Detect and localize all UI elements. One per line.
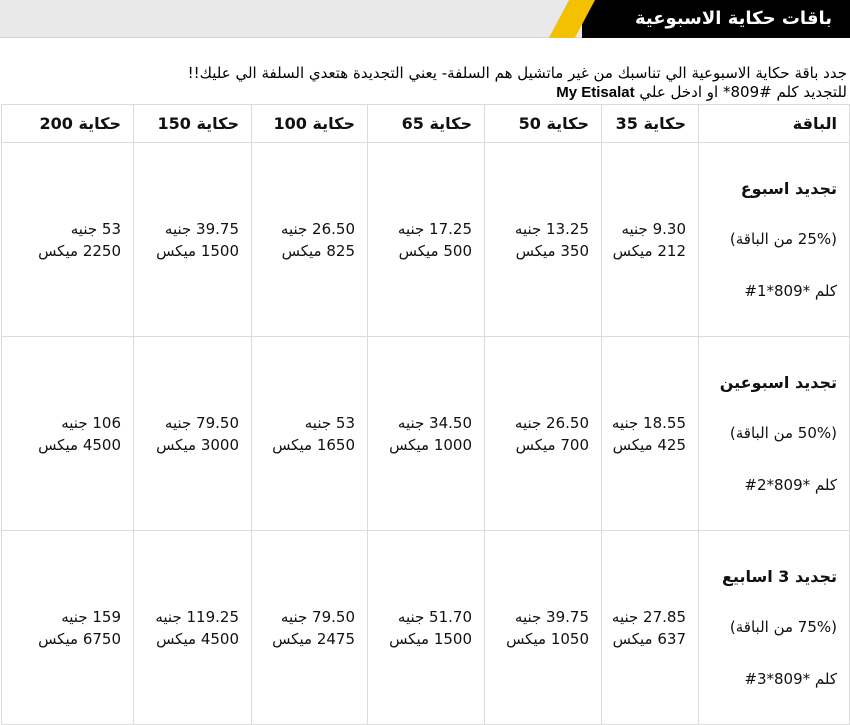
cell-price: 34.50 جنيه: [397, 413, 472, 432]
table-row: [2, 143, 850, 337]
column-header-package: الباقة: [699, 105, 850, 143]
cell-mix: 4500 ميكس: [38, 435, 121, 454]
table-row: [2, 531, 850, 725]
cell-price: 53 جنيه: [304, 413, 355, 432]
table-cell: [2, 531, 134, 725]
row-title: تجديد 3 اسابيع: [721, 566, 837, 586]
cell-price: 119.25 جنيه: [155, 607, 239, 626]
header-title-box: [582, 0, 850, 38]
intro-line-2: [3, 83, 847, 102]
packages-table: [1, 104, 850, 725]
cell-price: 26.50 جنيه: [514, 413, 589, 432]
row-code: كلم *809*3#: [744, 669, 837, 688]
column-header: حكاية 65: [368, 105, 485, 143]
table-cell: [485, 531, 602, 725]
cell-mix: 1500 ميكس: [156, 241, 239, 260]
cell-price: 18.55 جنيه: [611, 413, 686, 432]
cell-mix: 500 ميكس: [398, 241, 472, 260]
cell-price: 79.50 جنيه: [164, 413, 239, 432]
row-code: كلم *809*2#: [744, 475, 837, 494]
column-header: حكاية 35: [602, 105, 699, 143]
intro-line-2-prefix: للتجديد كلم #809* او ادخل علي: [634, 83, 847, 101]
row-header: [699, 531, 850, 725]
table-cell: [485, 143, 602, 337]
table-cell: [134, 143, 252, 337]
table-cell: [602, 143, 699, 337]
table-header-row: [2, 105, 850, 143]
page-title: باقات حكاية الاسبوعية: [634, 8, 832, 29]
table-cell: [485, 337, 602, 531]
cell-mix: 350 ميكس: [515, 241, 589, 260]
cell-price: 39.75 جنيه: [514, 607, 589, 626]
cell-mix: 6750 ميكس: [38, 629, 121, 648]
cell-mix: 1000 ميكس: [389, 435, 472, 454]
cell-mix: 1650 ميكس: [272, 435, 355, 454]
intro-text: [3, 64, 847, 102]
table-cell: [252, 143, 368, 337]
table-cell: [2, 337, 134, 531]
table-cell: [252, 531, 368, 725]
column-header: حكاية 100: [252, 105, 368, 143]
table-cell: [602, 531, 699, 725]
cell-price: 53 جنيه: [70, 219, 121, 238]
cell-mix: 825 ميكس: [281, 241, 355, 260]
cell-price: 79.50 جنيه: [280, 607, 355, 626]
cell-price: 27.85 جنيه: [611, 607, 686, 626]
row-code: كلم *809*1#: [744, 281, 837, 300]
table-cell: [2, 143, 134, 337]
cell-price: 106 جنيه: [61, 413, 121, 432]
table-row: [2, 337, 850, 531]
column-header: حكاية 50: [485, 105, 602, 143]
row-header: [699, 143, 850, 337]
cell-price: 9.30 جنيه: [621, 219, 686, 238]
row-title: تجديد اسبوع: [740, 178, 837, 198]
cell-mix: 700 ميكس: [515, 435, 589, 454]
cell-price: 13.25 جنيه: [514, 219, 589, 238]
table-cell: [252, 337, 368, 531]
row-percent: (75% من الباقة): [729, 617, 837, 636]
cell-price: 26.50 جنيه: [280, 219, 355, 238]
header-bar: [0, 0, 850, 38]
cell-mix: 3000 ميكس: [156, 435, 239, 454]
column-header: حكاية 150: [134, 105, 252, 143]
cell-mix: 4500 ميكس: [156, 629, 239, 648]
cell-mix: 425 ميكس: [612, 435, 686, 454]
table-cell: [134, 337, 252, 531]
table-cell: [134, 531, 252, 725]
table-cell: [602, 337, 699, 531]
column-header: حكاية 200: [2, 105, 134, 143]
cell-mix: 2475 ميكس: [272, 629, 355, 648]
row-percent: (50% من الباقة): [729, 423, 837, 442]
cell-mix: 212 ميكس: [612, 241, 686, 260]
row-header: [699, 337, 850, 531]
row-percent: (25% من الباقة): [729, 229, 837, 248]
row-title: تجديد اسبوعين: [719, 372, 837, 392]
cell-price: 51.70 جنيه: [397, 607, 472, 626]
table-cell: [368, 337, 485, 531]
cell-price: 39.75 جنيه: [164, 219, 239, 238]
table-cell: [368, 143, 485, 337]
table-cell: [368, 531, 485, 725]
cell-mix: 637 ميكس: [612, 629, 686, 648]
cell-price: 17.25 جنيه: [397, 219, 472, 238]
cell-price: 159 جنيه: [61, 607, 121, 626]
my-etisalat-link[interactable]: My Etisalat: [556, 84, 635, 101]
cell-mix: 2250 ميكس: [38, 241, 121, 260]
intro-line-1: جدد باقة حكاية الاسبوعية الي تناسبك من غير ماتشيل هم السلفة- يعني التجديدة هتعدي السلفة الي عليك!!: [187, 64, 847, 82]
cell-mix: 1050 ميكس: [506, 629, 589, 648]
cell-mix: 1500 ميكس: [389, 629, 472, 648]
